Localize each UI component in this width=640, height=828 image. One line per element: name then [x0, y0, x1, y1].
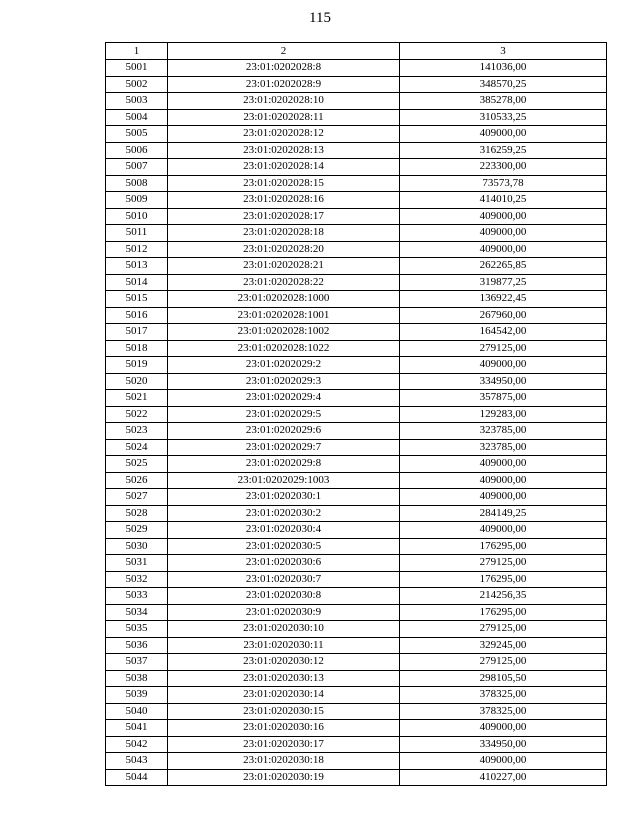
table-row — [106, 76, 607, 93]
row-number-cell: 5001 — [106, 60, 168, 77]
table-row — [106, 522, 607, 539]
value-cell: 409000,00 — [400, 208, 607, 225]
row-number-cell: 5009 — [106, 192, 168, 209]
cadastral-number-cell: 23:01:0202030:10 — [168, 621, 400, 638]
table-row — [106, 357, 607, 374]
cadastral-number-cell: 23:01:0202029:2 — [168, 357, 400, 374]
value-cell: 279125,00 — [400, 654, 607, 671]
value-cell: 73573,78 — [400, 175, 607, 192]
cadastral-number-cell: 23:01:0202030:5 — [168, 538, 400, 555]
table-row — [106, 637, 607, 654]
cadastral-number-cell: 23:01:0202028:14 — [168, 159, 400, 176]
cadastral-number-cell: 23:01:0202028:16 — [168, 192, 400, 209]
value-cell: 279125,00 — [400, 621, 607, 638]
cadastral-number-cell: 23:01:0202028:20 — [168, 241, 400, 258]
row-number-cell: 5013 — [106, 258, 168, 275]
row-number-cell: 5035 — [106, 621, 168, 638]
table-row — [106, 489, 607, 506]
row-number-cell: 5010 — [106, 208, 168, 225]
row-number-cell: 5037 — [106, 654, 168, 671]
table-row — [106, 423, 607, 440]
table-row — [106, 769, 607, 786]
row-number-cell: 5030 — [106, 538, 168, 555]
row-number-cell: 5020 — [106, 373, 168, 390]
cadastral-number-cell: 23:01:0202030:4 — [168, 522, 400, 539]
table-row — [106, 588, 607, 605]
table-row — [106, 703, 607, 720]
cadastral-number-cell: 23:01:0202028:9 — [168, 76, 400, 93]
row-number-cell: 5031 — [106, 555, 168, 572]
cadastral-number-cell: 23:01:0202030:19 — [168, 769, 400, 786]
cadastral-number-cell: 23:01:0202028:1000 — [168, 291, 400, 308]
table-row — [106, 687, 607, 704]
cadastral-number-cell: 23:01:0202030:15 — [168, 703, 400, 720]
value-cell: 136922,45 — [400, 291, 607, 308]
row-number-cell: 5023 — [106, 423, 168, 440]
value-cell: 409000,00 — [400, 126, 607, 143]
table-row — [106, 456, 607, 473]
table-row — [106, 208, 607, 225]
row-number-cell: 5029 — [106, 522, 168, 539]
cadastral-number-cell: 23:01:0202030:2 — [168, 505, 400, 522]
cadastral-number-cell: 23:01:0202028:1002 — [168, 324, 400, 341]
value-cell: 319877,25 — [400, 274, 607, 291]
table-header — [106, 43, 607, 60]
value-cell: 334950,00 — [400, 373, 607, 390]
value-cell: 267960,00 — [400, 307, 607, 324]
cadastral-number-cell: 23:01:0202030:14 — [168, 687, 400, 704]
cadastral-number-cell: 23:01:0202029:4 — [168, 390, 400, 407]
value-cell: 284149,25 — [400, 505, 607, 522]
table-row — [106, 571, 607, 588]
row-number-cell: 5018 — [106, 340, 168, 357]
table-row — [106, 555, 607, 572]
row-number-cell: 5034 — [106, 604, 168, 621]
value-cell: 409000,00 — [400, 720, 607, 737]
cadastral-number-cell: 23:01:0202028:12 — [168, 126, 400, 143]
value-cell: 129283,00 — [400, 406, 607, 423]
row-number-cell: 5026 — [106, 472, 168, 489]
value-cell: 410227,00 — [400, 769, 607, 786]
table-row — [106, 373, 607, 390]
column-header-1: 1 — [106, 43, 168, 60]
row-number-cell: 5019 — [106, 357, 168, 374]
value-cell: 409000,00 — [400, 472, 607, 489]
cadastral-number-cell: 23:01:0202030:1 — [168, 489, 400, 506]
value-cell: 329245,00 — [400, 637, 607, 654]
cadastral-number-cell: 23:01:0202028:22 — [168, 274, 400, 291]
cadastral-number-cell: 23:01:0202028:21 — [168, 258, 400, 275]
value-cell: 409000,00 — [400, 456, 607, 473]
value-cell: 409000,00 — [400, 489, 607, 506]
row-number-cell: 5028 — [106, 505, 168, 522]
page-number: 115 — [309, 10, 331, 26]
cadastral-number-cell: 23:01:0202030:8 — [168, 588, 400, 605]
cadastral-number-cell: 23:01:0202028:10 — [168, 93, 400, 110]
cadastral-number-cell: 23:01:0202030:7 — [168, 571, 400, 588]
row-number-cell: 5007 — [106, 159, 168, 176]
value-cell: 334950,00 — [400, 736, 607, 753]
row-number-cell: 5016 — [106, 307, 168, 324]
row-number-cell: 5044 — [106, 769, 168, 786]
row-number-cell: 5017 — [106, 324, 168, 341]
cadastral-number-cell: 23:01:0202030:11 — [168, 637, 400, 654]
value-cell: 262265,85 — [400, 258, 607, 275]
value-cell: 176295,00 — [400, 571, 607, 588]
row-number-cell: 5014 — [106, 274, 168, 291]
value-cell: 223300,00 — [400, 159, 607, 176]
data-table — [105, 42, 607, 786]
value-cell: 214256,35 — [400, 588, 607, 605]
row-number-cell: 5003 — [106, 93, 168, 110]
table-row — [106, 439, 607, 456]
value-cell: 378325,00 — [400, 703, 607, 720]
value-cell: 357875,00 — [400, 390, 607, 407]
table-header-row — [106, 43, 607, 60]
cadastral-number-cell: 23:01:0202029:6 — [168, 423, 400, 440]
value-cell: 323785,00 — [400, 423, 607, 440]
table-row — [106, 340, 607, 357]
table-row — [106, 406, 607, 423]
cadastral-number-cell: 23:01:0202028:15 — [168, 175, 400, 192]
row-number-cell: 5015 — [106, 291, 168, 308]
cadastral-number-cell: 23:01:0202029:3 — [168, 373, 400, 390]
cadastral-number-cell: 23:01:0202030:18 — [168, 753, 400, 770]
table-row — [106, 505, 607, 522]
value-cell: 409000,00 — [400, 357, 607, 374]
value-cell: 409000,00 — [400, 753, 607, 770]
row-number-cell: 5041 — [106, 720, 168, 737]
table-row — [106, 670, 607, 687]
table-row — [106, 274, 607, 291]
cadastral-number-cell: 23:01:0202030:9 — [168, 604, 400, 621]
table-row — [106, 538, 607, 555]
cadastral-number-cell: 23:01:0202028:8 — [168, 60, 400, 77]
value-cell: 176295,00 — [400, 604, 607, 621]
value-cell: 323785,00 — [400, 439, 607, 456]
table-row — [106, 175, 607, 192]
value-cell: 310533,25 — [400, 109, 607, 126]
table-row — [106, 258, 607, 275]
value-cell: 141036,00 — [400, 60, 607, 77]
table-row — [106, 654, 607, 671]
table-row — [106, 241, 607, 258]
row-number-cell: 5021 — [106, 390, 168, 407]
cadastral-number-cell: 23:01:0202028:13 — [168, 142, 400, 159]
table-row — [106, 621, 607, 638]
row-number-cell: 5008 — [106, 175, 168, 192]
value-cell: 378325,00 — [400, 687, 607, 704]
table-row — [106, 736, 607, 753]
row-number-cell: 5042 — [106, 736, 168, 753]
table-row — [106, 720, 607, 737]
row-number-cell: 5038 — [106, 670, 168, 687]
row-number-cell: 5006 — [106, 142, 168, 159]
value-cell: 279125,00 — [400, 340, 607, 357]
column-header-3: 3 — [400, 43, 607, 60]
row-number-cell: 5004 — [106, 109, 168, 126]
table-row — [106, 126, 607, 143]
row-number-cell: 5027 — [106, 489, 168, 506]
cadastral-number-cell: 23:01:0202029:5 — [168, 406, 400, 423]
cadastral-number-cell: 23:01:0202028:18 — [168, 225, 400, 242]
table-row — [106, 291, 607, 308]
column-header-2: 2 — [168, 43, 400, 60]
row-number-cell: 5033 — [106, 588, 168, 605]
table-row — [106, 60, 607, 77]
cadastral-number-cell: 23:01:0202030:6 — [168, 555, 400, 572]
table-row — [106, 390, 607, 407]
row-number-cell: 5002 — [106, 76, 168, 93]
table-row — [106, 604, 607, 621]
row-number-cell: 5005 — [106, 126, 168, 143]
value-cell: 164542,00 — [400, 324, 607, 341]
cadastral-number-cell: 23:01:0202029:8 — [168, 456, 400, 473]
table-row — [106, 753, 607, 770]
row-number-cell: 5024 — [106, 439, 168, 456]
table-row — [106, 142, 607, 159]
row-number-cell: 5012 — [106, 241, 168, 258]
row-number-cell: 5025 — [106, 456, 168, 473]
row-number-cell: 5036 — [106, 637, 168, 654]
cadastral-number-cell: 23:01:0202030:13 — [168, 670, 400, 687]
value-cell: 348570,25 — [400, 76, 607, 93]
cadastral-number-cell: 23:01:0202028:1022 — [168, 340, 400, 357]
value-cell: 409000,00 — [400, 225, 607, 242]
value-cell: 176295,00 — [400, 538, 607, 555]
cadastral-number-cell: 23:01:0202028:11 — [168, 109, 400, 126]
cadastral-number-cell: 23:01:0202029:1003 — [168, 472, 400, 489]
cadastral-number-cell: 23:01:0202030:16 — [168, 720, 400, 737]
row-number-cell: 5011 — [106, 225, 168, 242]
row-number-cell: 5043 — [106, 753, 168, 770]
value-cell: 316259,25 — [400, 142, 607, 159]
value-cell: 409000,00 — [400, 522, 607, 539]
row-number-cell: 5039 — [106, 687, 168, 704]
value-cell: 414010,25 — [400, 192, 607, 209]
row-number-cell: 5040 — [106, 703, 168, 720]
table-row — [106, 307, 607, 324]
value-cell: 385278,00 — [400, 93, 607, 110]
row-number-cell: 5022 — [106, 406, 168, 423]
cadastral-number-cell: 23:01:0202029:7 — [168, 439, 400, 456]
row-number-cell: 5032 — [106, 571, 168, 588]
table-row — [106, 192, 607, 209]
cadastral-number-cell: 23:01:0202030:12 — [168, 654, 400, 671]
table-row — [106, 93, 607, 110]
value-cell: 279125,00 — [400, 555, 607, 572]
cadastral-number-cell: 23:01:0202028:1001 — [168, 307, 400, 324]
value-cell: 298105,50 — [400, 670, 607, 687]
table-row — [106, 472, 607, 489]
table-body — [106, 60, 607, 786]
table-row — [106, 109, 607, 126]
table-row — [106, 225, 607, 242]
table-row — [106, 324, 607, 341]
cadastral-number-cell: 23:01:0202030:17 — [168, 736, 400, 753]
value-cell: 409000,00 — [400, 241, 607, 258]
cadastral-number-cell: 23:01:0202028:17 — [168, 208, 400, 225]
table-row — [106, 159, 607, 176]
